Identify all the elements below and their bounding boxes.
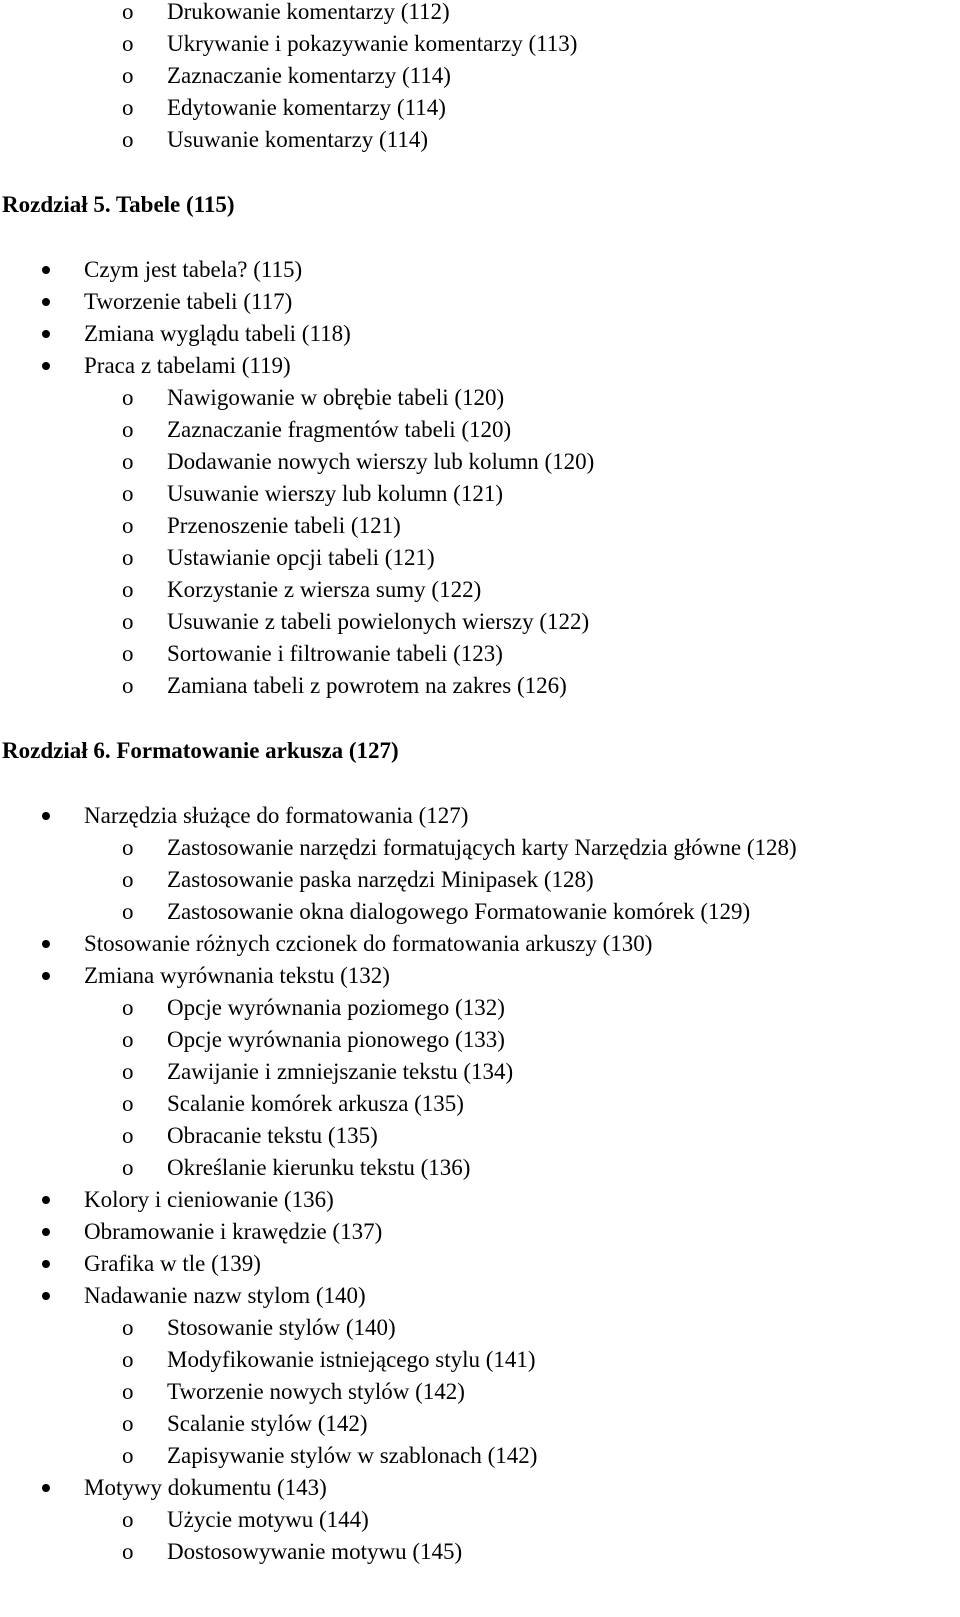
- toc-subitem-label: Zaznaczanie komentarzy (114): [167, 63, 451, 88]
- circle-bullet-icon: o: [122, 31, 134, 56]
- circle-bullet-icon: o: [122, 1347, 134, 1372]
- circle-bullet-icon: o: [122, 513, 134, 538]
- toc-subitem-label: Ukrywanie i pokazywanie komentarzy (113): [167, 31, 578, 56]
- circle-bullet-icon: o: [122, 1059, 134, 1084]
- bullet-icon: [42, 266, 50, 274]
- bullet-icon: [42, 1228, 50, 1236]
- toc-item-label: Czym jest tabela? (115): [84, 257, 303, 282]
- toc-subitem-label: Opcje wyrównania poziomego (132): [167, 995, 505, 1020]
- toc-subitem-label: Scalanie komórek arkusza (135): [167, 1091, 464, 1116]
- toc-subitem-label: Usuwanie wierszy lub kolumn (121): [167, 481, 503, 506]
- circle-bullet-icon: o: [122, 1507, 134, 1532]
- toc-item-label: Obramowanie i krawędzie (137): [84, 1219, 383, 1244]
- circle-bullet-icon: o: [122, 1315, 134, 1340]
- toc-subitem-label: Korzystanie z wiersza sumy (122): [167, 577, 482, 602]
- circle-bullet-icon: o: [122, 417, 134, 442]
- toc-item-label: Grafika w tle (139): [84, 1251, 261, 1276]
- circle-bullet-icon: o: [122, 385, 134, 410]
- toc-subitem-label: Stosowanie stylów (140): [167, 1315, 396, 1340]
- circle-bullet-icon: o: [122, 449, 134, 474]
- bullet-icon: [42, 812, 50, 820]
- circle-bullet-icon: o: [122, 609, 134, 634]
- toc-subitem-label: Opcje wyrównania pionowego (133): [167, 1027, 505, 1052]
- chapter-heading: Rozdział 5. Tabele (115): [2, 192, 235, 217]
- circle-bullet-icon: o: [122, 1443, 134, 1468]
- circle-bullet-icon: o: [122, 641, 134, 666]
- toc-subitem-label: Określanie kierunku tekstu (136): [167, 1155, 471, 1180]
- toc-subitem-label: Sortowanie i filtrowanie tabeli (123): [167, 641, 503, 666]
- bullet-icon: [42, 330, 50, 338]
- toc-item-label: Zmiana wyrównania tekstu (132): [84, 963, 390, 988]
- toc-subitem-label: Nawigowanie w obrębie tabeli (120): [167, 385, 505, 410]
- toc-item-label: Nadawanie nazw stylom (140): [84, 1283, 366, 1308]
- circle-bullet-icon: o: [122, 1123, 134, 1148]
- circle-bullet-icon: o: [122, 481, 134, 506]
- toc-subitem-label: Zawijanie i zmniejszanie tekstu (134): [167, 1059, 514, 1084]
- circle-bullet-icon: o: [122, 63, 134, 88]
- circle-bullet-icon: o: [122, 867, 134, 892]
- circle-bullet-icon: o: [122, 577, 134, 602]
- toc-subitem-label: Zastosowanie paska narzędzi Minipasek (128): [167, 867, 594, 892]
- toc-item-label: Narzędzia służące do formatowania (127): [84, 803, 469, 828]
- bullet-icon: [42, 1484, 50, 1492]
- toc-item-label: Kolory i cieniowanie (136): [84, 1187, 334, 1212]
- toc-item-label: Stosowanie różnych czcionek do formatowania arkuszy (130): [84, 931, 653, 956]
- circle-bullet-icon: o: [122, 0, 134, 24]
- circle-bullet-icon: o: [122, 835, 134, 860]
- toc-item-label: Zmiana wyglądu tabeli (118): [84, 321, 351, 346]
- toc-item-label: Praca z tabelami (119): [84, 353, 291, 378]
- toc-subitem-label: Obracanie tekstu (135): [167, 1123, 378, 1148]
- toc-subitem-label: Edytowanie komentarzy (114): [167, 95, 446, 120]
- toc-subitem-label: Drukowanie komentarzy (112): [167, 0, 450, 24]
- toc-subitem-label: Tworzenie nowych stylów (142): [167, 1379, 465, 1404]
- circle-bullet-icon: o: [122, 1539, 134, 1564]
- toc-subitem-label: Usuwanie komentarzy (114): [167, 127, 429, 152]
- bullet-icon: [42, 362, 50, 370]
- circle-bullet-icon: o: [122, 995, 134, 1020]
- bullet-icon: [42, 298, 50, 306]
- toc-subitem-label: Usuwanie z tabeli powielonych wierszy (122): [167, 609, 590, 634]
- circle-bullet-icon: o: [122, 1379, 134, 1404]
- toc-subitem-label: Scalanie stylów (142): [167, 1411, 368, 1436]
- toc-subitem-label: Zaznaczanie fragmentów tabeli (120): [167, 417, 512, 442]
- toc-subitem-label: Zastosowanie narzędzi formatujących karty Narzędzia główne (128): [167, 835, 797, 860]
- bullet-icon: [42, 1196, 50, 1204]
- toc-subitem-label: Dostosowywanie motywu (145): [167, 1539, 463, 1564]
- circle-bullet-icon: o: [122, 1091, 134, 1116]
- circle-bullet-icon: o: [122, 1027, 134, 1052]
- circle-bullet-icon: o: [122, 127, 134, 152]
- toc-subitem-label: Użycie motywu (144): [167, 1507, 369, 1532]
- circle-bullet-icon: o: [122, 673, 134, 698]
- circle-bullet-icon: o: [122, 899, 134, 924]
- toc-subitem-label: Przenoszenie tabeli (121): [167, 513, 401, 538]
- toc-item-label: Motywy dokumentu (143): [84, 1475, 327, 1500]
- bullet-icon: [42, 940, 50, 948]
- toc-subitem-label: Dodawanie nowych wierszy lub kolumn (120): [167, 449, 595, 474]
- circle-bullet-icon: o: [122, 545, 134, 570]
- circle-bullet-icon: o: [122, 1411, 134, 1436]
- circle-bullet-icon: o: [122, 95, 134, 120]
- bullet-icon: [42, 1260, 50, 1268]
- toc-subitem-label: Modyfikowanie istniejącego stylu (141): [167, 1347, 536, 1372]
- bullet-icon: [42, 1292, 50, 1300]
- toc-subitem-label: Zamiana tabeli z powrotem na zakres (126): [167, 673, 567, 698]
- chapter-heading: Rozdział 6. Formatowanie arkusza (127): [2, 738, 399, 763]
- bullet-icon: [42, 972, 50, 980]
- toc-subitem-label: Ustawianie opcji tabeli (121): [167, 545, 435, 570]
- toc-subitem-label: Zastosowanie okna dialogowego Formatowanie komórek (129): [167, 899, 751, 924]
- circle-bullet-icon: o: [122, 1155, 134, 1180]
- toc-item-label: Tworzenie tabeli (117): [84, 289, 293, 314]
- toc-subitem-label: Zapisywanie stylów w szablonach (142): [167, 1443, 538, 1468]
